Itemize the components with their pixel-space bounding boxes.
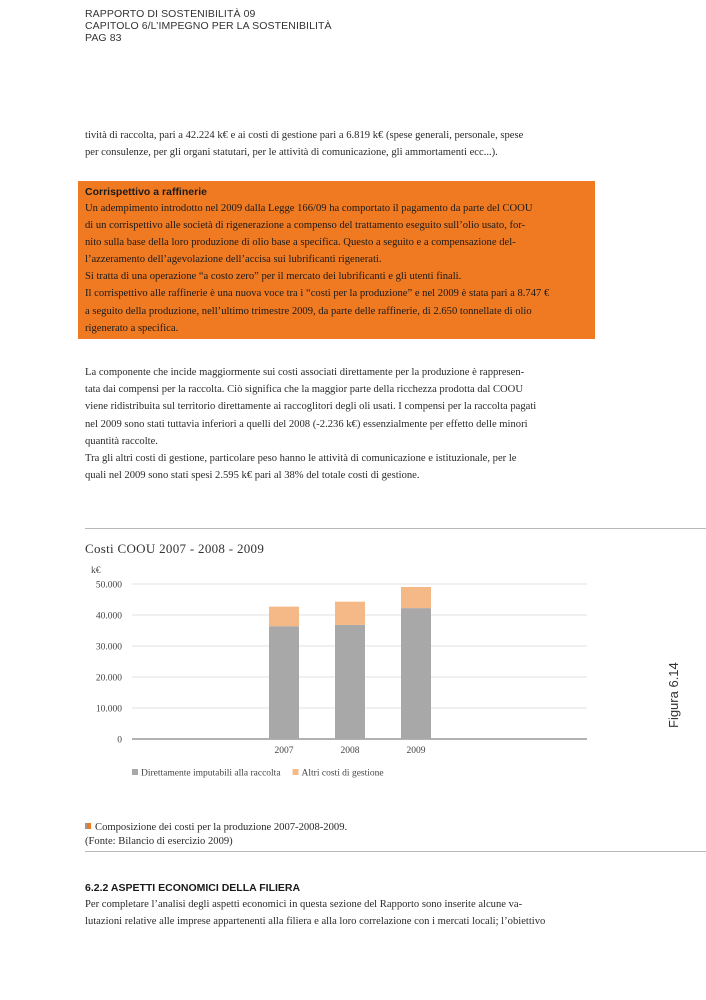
figure-bottom-rule [85, 851, 706, 852]
legend-swatch [132, 769, 138, 775]
text-line: l’azzeramento dell’agevolazione dell’accisa sui lubrificanti rigenerati. [85, 254, 382, 266]
section-paragraph [85, 896, 588, 930]
text-line: viene ridistribuita sul territorio direttamente ai raccoglitori degli oli usati. I compensi per la raccolta pagati [85, 401, 537, 413]
text-line: nel 2009 sono stati tuttavia inferiori a quelli del 2008 (-2.236 k€) essenzialmente per effetto delle minori [85, 418, 528, 430]
bar-segment [401, 608, 431, 739]
text-line: quali nel 2009 sono stati spesi 2.595 k€ pari al 38% del totale costi di gestione. [85, 470, 420, 482]
text-line: Il corrispettivo alle raffinerie è una nuova voce tra i “costi per la produzione” e nel 2009 è stata pari a 8.747 € [85, 288, 550, 300]
report-title: RAPPORTO DI SOSTENIBILITÀ 09 [85, 8, 256, 20]
legend-label: Altri costi di gestione [301, 768, 384, 779]
text-line: Un adempimento introdotto nel 2009 dalla Legge 166/09 ha comportato il pagamento da parte del COOU [85, 203, 533, 214]
chapter-title: CAPITOLO 6/L’IMPEGNO PER LA SOSTENIBILITÀ [85, 20, 332, 32]
highlight-box [78, 181, 595, 339]
figure-caption [85, 821, 347, 848]
intro-paragraph [85, 127, 588, 161]
text-line: per consulenze, per gli organi statutari, per le attività di comunicazione, gli ammortamenti ecc...). [85, 147, 498, 159]
y-tick-label: 20.000 [95, 673, 122, 684]
figure-title: Costi COOU 2007 - 2008 - 2009 [85, 541, 265, 556]
bar-segment [335, 602, 365, 625]
bar-segment [269, 607, 299, 627]
caption-bullet-icon [85, 823, 91, 829]
bar-segment [335, 625, 365, 739]
bar-segment [401, 587, 431, 608]
text-line: tività di raccolta, pari a 42.224 k€ e ai costi di gestione pari a 6.819 k€ (spese generali, personale, spese [85, 130, 524, 141]
y-tick-label: 40.000 [95, 611, 122, 622]
x-tick-label: 2008 [340, 746, 360, 756]
legend-swatch [293, 769, 299, 775]
caption-source: (Fonte: Bilancio di esercizio 2009) [85, 835, 233, 847]
y-tick-label: 10.000 [95, 704, 122, 715]
text-line: rigenerato a specifica. [85, 322, 179, 334]
y-tick-label: 50.000 [95, 580, 122, 591]
text-line: quantità raccolte. [85, 435, 158, 447]
running-header [85, 8, 332, 44]
body-paragraph [85, 364, 588, 484]
text-line: Si tratta di una operazione “a costo zero” per il mercato dei lubrificanti e gli utenti finali. [85, 271, 462, 283]
highlight-title: Corrispettivo a raffinerie [85, 186, 207, 198]
y-tick-label: 30.000 [95, 642, 122, 653]
y-tick-label: 0 [117, 735, 122, 746]
text-line: lutazioni relative alle imprese appartenenti alla filiera e alla loro correlazione con i mercati locali; l’obiettivo [85, 916, 546, 928]
text-line: tata dai compensi per la raccolta. Ciò significa che la maggior parte della ricchezza prodotta dal COOU [85, 384, 523, 396]
section-title: 6.2.2 ASPETTI ECONOMICI DELLA FILIERA [85, 882, 301, 894]
text-line: a seguito della produzione, nell’ultimo trimestre 2009, da parte delle raffinerie, di 2.650 tonnellate di olio [85, 305, 532, 317]
figure-top-rule [85, 528, 706, 529]
text-line: di un corrispettivo alle società di rigenerazione a compenso del trattamento eseguito sull’olio usato, for- [85, 220, 526, 232]
text-line: La componente che incide maggiormente sui costi associati direttamente per la produzione è rappresen- [85, 367, 525, 378]
page-number: PAG 83 [85, 32, 122, 44]
text-line: Tra gli altri costi di gestione, particolare peso hanno le attività di comunicazione e istituzionale, per le [85, 453, 517, 465]
legend-label: Direttamente imputabili alla raccolta [141, 768, 281, 779]
x-tick-label: 2007 [274, 746, 294, 756]
caption-text: Composizione dei costi per la produzione 2007-2008-2009. [95, 822, 348, 833]
stacked-bar-chart [85, 560, 605, 785]
y-axis-unit: k€ [91, 566, 101, 576]
bar-segment [269, 626, 299, 739]
figure-number: Figura 6.14 [666, 662, 681, 728]
text-line: nito sulla base della loro produzione di olio base a specifica. Questo a seguito e a compensazione del- [85, 237, 516, 249]
x-tick-label: 2009 [406, 746, 426, 756]
text-line: Per completare l’analisi degli aspetti economici in questa sezione del Rapporto sono inserite alcune va- [85, 899, 523, 910]
highlight-text [85, 200, 588, 337]
